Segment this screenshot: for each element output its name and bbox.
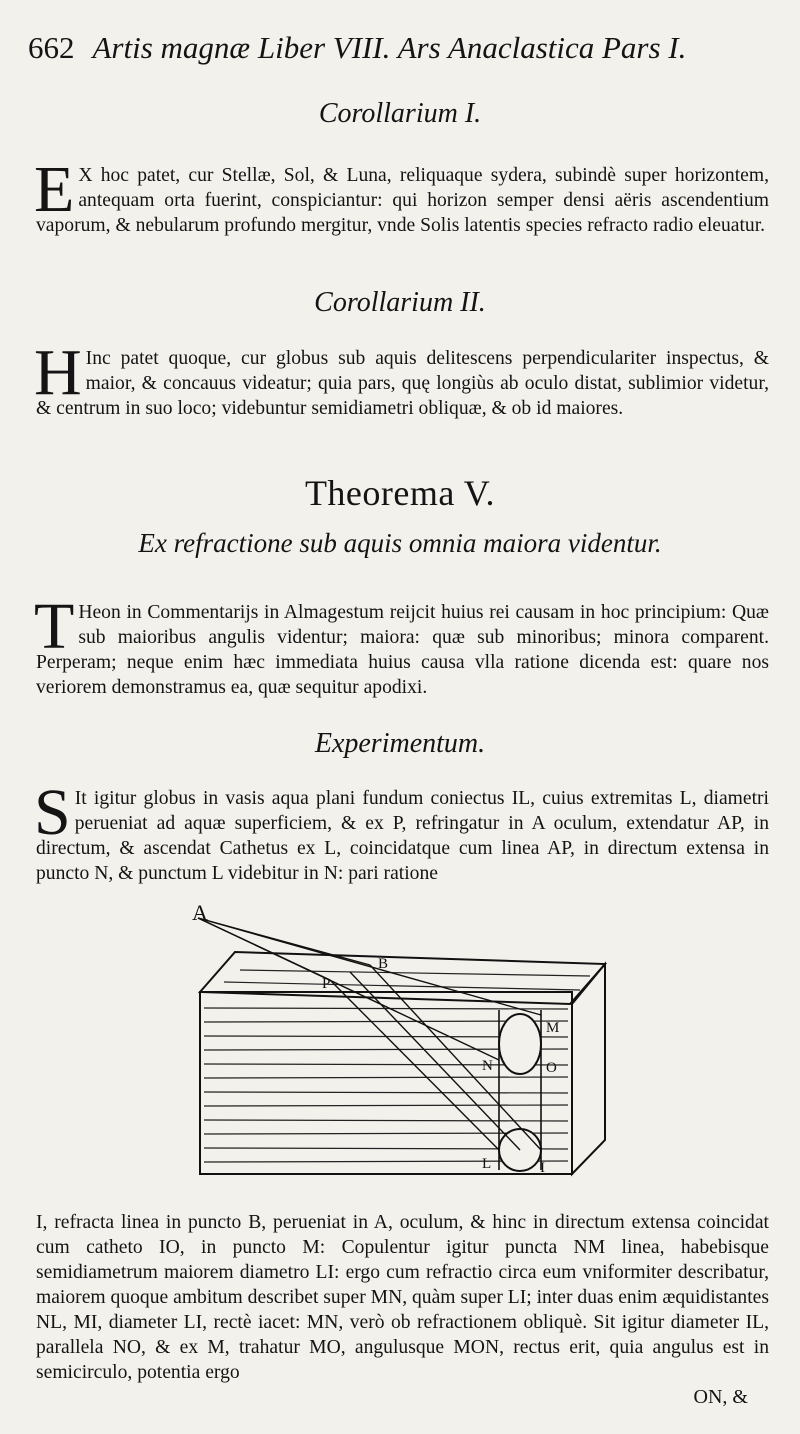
theorem-text: Heon in Commentarijs in Almagestum reijcit huius rei causam in hoc principium: Quæ sub maioribus angulis videntur; maiora: quæ sub minoribus; minora comparent. Perperam; neque enim hæc immediata huius causa vlla ratione dicenda est: quare nos veriorem demonstramus ea, quæ sequitur apodixi. bbox=[36, 602, 769, 698]
continuation-text: I, refracta linea in puncto B, perueniat in A, oculum, & hinc in directum extensa coincidat cum catheto IO, in puncto M: Copulentur igitur puncta NM linea, habebisque semidiametrum maiorem diametro LI: ergo cum refractio circa eum vniformiter describatur, maiorem quoque ambitum describet super MN, quàm super LI; inter duas enim æquidistantes NL, MI, diameter LI, rectè iacet: MN, verò ob refractionem obliquè. Sit igitur diameter IL, parallela NO, & ex M, trahatur MO, angulusque MON, rectus erit, quia angulus est in semicirculo, potentia ergo bbox=[36, 1212, 769, 1383]
label-B: B bbox=[378, 956, 389, 972]
experiment-text: It igitur globus in vasis aqua plani fundum coniectus IL, cuius extremitas L, diametri perueniat ad aquæ superficiem, & ex P, refringatur in A oculum, extendatur AP, in directum, & ascendat Cathetus ex L, coincidatque cum linea AP, in directum extensa in puncto N, & punctum L videbitur in N: pari ratione bbox=[36, 788, 769, 884]
apparent-image bbox=[499, 1014, 541, 1074]
page-number: 662 bbox=[28, 30, 75, 65]
label-A: A bbox=[192, 900, 208, 925]
theorem-title: Theorema V. bbox=[304, 473, 496, 513]
experiment-paragraph bbox=[34, 776, 769, 886]
corollary-1-title: Corollarium I. bbox=[318, 98, 482, 129]
experiment-title: Experimentum. bbox=[314, 728, 486, 759]
label-L: L bbox=[482, 1156, 492, 1172]
dropcap-T: T bbox=[34, 590, 75, 663]
label-O: O bbox=[546, 1060, 557, 1076]
dropcap-S: S bbox=[34, 776, 71, 849]
dropcap-H: H bbox=[34, 336, 82, 409]
label-M: M bbox=[546, 1020, 560, 1036]
corollary-1-paragraph bbox=[34, 153, 769, 238]
label-I: I bbox=[540, 1160, 545, 1176]
refraction-figure bbox=[190, 900, 610, 1185]
label-P: P bbox=[322, 976, 331, 992]
continuation-paragraph bbox=[36, 1210, 769, 1385]
running-title: Artis magnæ Liber VIII. Ars Anaclastica Pars I. bbox=[92, 30, 687, 65]
running-header bbox=[28, 28, 768, 68]
tank-top-face bbox=[200, 952, 605, 1004]
theorem-subtitle: Ex refractione sub aquis omnia maiora videntur. bbox=[138, 528, 662, 558]
corollary-2-text: Inc patet quoque, cur globus sub aquis delitescens perpendiculariter inspectus, & maior, & concauus videatur; quia pars, quę longiùs ab oculo distat, sublimior videtur, & centrum in suo loco; videbuntur semidiametri obliquæ, & ob id maiores. bbox=[36, 348, 769, 419]
theorem-paragraph bbox=[34, 590, 769, 700]
label-N: N bbox=[482, 1058, 493, 1074]
catchword: ON, & bbox=[693, 1386, 748, 1408]
corollary-2-paragraph bbox=[34, 336, 769, 421]
dropcap-E: E bbox=[34, 153, 75, 226]
refraction-diagram bbox=[190, 900, 610, 1185]
corollary-1-text: X hoc patet, cur Stellæ, Sol, & Luna, reliquaque sydera, subindè super horizontem, antequam orta fuerint, conspiciantur: qui horizon semper densi aëris ascendentium vaporum, & nebularum profundo mergitur, vnde Solis latentis species refracto radio eleuatur. bbox=[36, 165, 769, 236]
corollary-2-title: Corollarium II. bbox=[314, 287, 486, 318]
